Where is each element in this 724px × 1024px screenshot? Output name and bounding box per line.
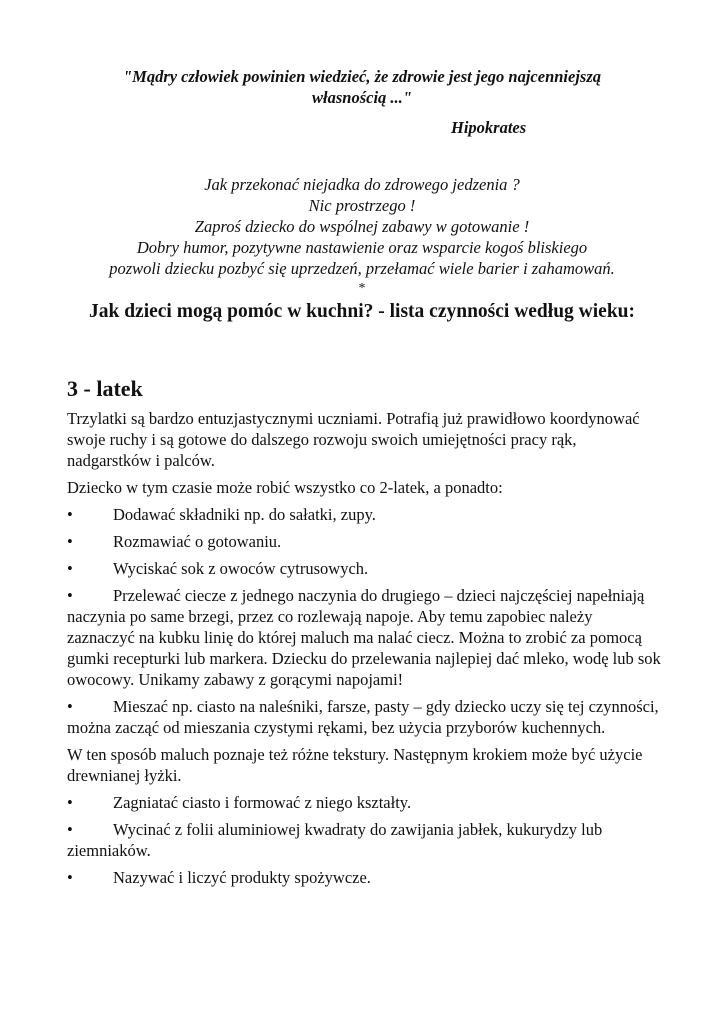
bullet-symbol: • (67, 697, 73, 716)
bullet-symbol: • (67, 793, 73, 812)
intro-line: Nic prostrzego ! (308, 196, 416, 215)
list-item (67, 696, 661, 738)
list-item-text: Przelewać ciecze z jednego naczynia do drugiego – dzieci najczęściej napełniają naczynia po same brzegi, przez co rozlewają napoje. Aby temu zapobiec należy zaznaczyć na kubku linię do której maluch ma nalać ciecz. Można to zrobić za pomocą gumki recepturki lub markera. Dziecku do przelewania najlepiej dać mleko, wodę lub sok owocowy. Unikamy zabawy z gorącymi napojami! (67, 586, 661, 689)
separator: * (358, 281, 366, 296)
list-item (67, 819, 661, 861)
intro-line: Dobry humor, pozytywne nastawienie oraz wsparcie kogoś bliskiego (136, 238, 588, 257)
list-item (67, 558, 661, 579)
page-headline: Jak dzieci mogą pomóc w kuchni? - lista czynności według wieku: (88, 301, 636, 322)
list-item-text: Nazywać i liczyć produkty spożywcze. (113, 868, 371, 887)
list-item (67, 531, 661, 552)
section-title: 3 - latek (67, 376, 143, 401)
bullet-symbol: • (67, 586, 73, 605)
bullet-symbol: • (67, 868, 73, 887)
quote-author: Hipokrates (451, 118, 527, 137)
intro-block (60, 174, 664, 279)
list-item (67, 504, 661, 525)
list-item-text: Mieszać np. ciasto na naleśniki, farsze, pasty – gdy dziecko uczy się tej czynności, można zacząć od mieszania czystymi rękami, bez użycia przyborów kuchennych. (67, 697, 659, 737)
bullet-symbol: • (67, 820, 73, 839)
section-content (67, 375, 661, 894)
bullet-symbol: • (67, 559, 73, 578)
list-item (67, 867, 661, 888)
list-item-text: Wyciskać sok z owoców cytrusowych. (113, 559, 369, 578)
list-item-text: Rozmawiać o gotowaniu. (113, 532, 282, 551)
intro-line: Zaproś dziecko do wspólnej zabawy w gotowanie ! (194, 217, 530, 236)
list-item (67, 585, 661, 690)
bullet-symbol: • (67, 505, 73, 524)
bullet-symbol: • (67, 532, 73, 551)
section-middle-paragraph: W ten sposób maluch poznaje też różne tekstury. Następnym krokiem może być użycie drewnianej łyżki. (67, 745, 643, 785)
section-lead: Dziecko w tym czasie może robić wszystko co 2-latek, a ponadto: (67, 478, 503, 497)
intro-line: Jak przekonać niejadka do zdrowego jedzenia ? (204, 175, 520, 194)
list-item-text: Wycinać z folii aluminiowej kwadraty do zawijania jabłek, kukurydzy lub ziemniaków. (67, 820, 603, 860)
intro-line: pozwoli dziecku pozbyć się uprzedzeń, przełamać wiele barier i zahamowań. (109, 259, 615, 278)
quote-text: "Mądry człowiek powinien wiedzieć, że zdrowie jest jego najcenniejszą własnością ..." (122, 67, 602, 107)
list-item (67, 792, 661, 813)
list-item-text: Zagniatać ciasto i formować z niego kształty. (113, 793, 412, 812)
section-intro-paragraph: Trzylatki są bardzo entuzjastycznymi uczniami. Potrafią już prawidłowo koordynować swoje ruchy i są gotowe do dalszego rozwoju swoich umiejętności pracy rąk, nadgarstków i palców. (67, 409, 640, 470)
list-item-text: Dodawać składniki np. do sałatki, zupy. (113, 505, 376, 524)
